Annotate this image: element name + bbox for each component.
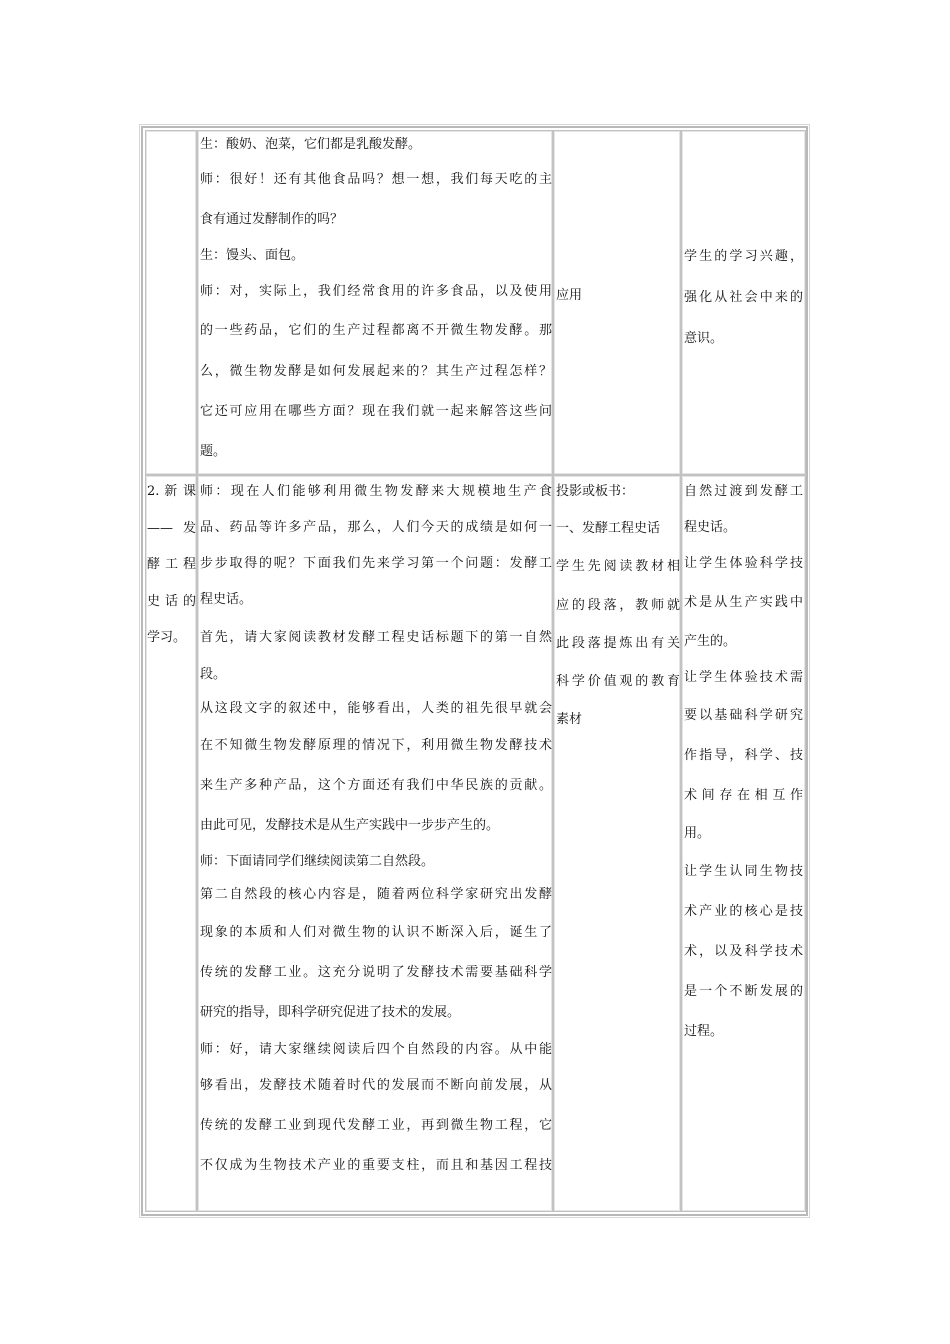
intent-line: 术 间 存 在 相 互 作 (684, 788, 803, 803)
intent-line: 让学生体验技术需 (684, 670, 803, 685)
stage-line: 学习。 (147, 630, 187, 645)
row2-dialog-cell (197, 475, 553, 1212)
dialog-line: 程史话。 (200, 592, 253, 608)
intent-line: 术是从生产实践中 (684, 595, 803, 610)
intent-line: 用。 (684, 826, 711, 841)
stage-line: 2. 新 课 (147, 484, 196, 499)
dialog-line: 师：下面请同学们继续阅读第二自然段。 (200, 854, 435, 870)
dialog-line: 第二自然段的核心内容是，随着两位科学家研究出发酵 (200, 887, 552, 903)
row1-intent-cell (681, 130, 806, 475)
row2-intent-cell (681, 475, 806, 1212)
stage-line: —— 发 (147, 520, 196, 536)
method-line: 素材 (556, 712, 583, 728)
intent-line: 过程。 (684, 1024, 724, 1039)
dialog-line: 师：现在人们能够利用微生物发酵来大规模地生产食 (200, 484, 552, 499)
dialog-line: 师：很好！还有其他食品吗？想一想，我们每天吃的主 (200, 172, 552, 187)
dialog-line: 它还可应用在哪些方面？现在我们就一起来解答这些问 (200, 404, 552, 419)
dialog-line: 从这段文字的叙述中，能够看出，人类的祖先很早就会 (200, 701, 552, 717)
dialog-line: 由此可见，发酵技术是从生产实践中一步步产生的。 (200, 818, 500, 834)
intent-line: 强化从社会中来的 (684, 290, 803, 305)
intent-line: 作指导，科学、技 (684, 748, 803, 763)
dialog-line: 研究的指导，即科学研究促进了技术的发展。 (200, 1005, 461, 1021)
lesson-plan-table (141, 126, 808, 1216)
dialog-line: 食有通过发酵制作的吗？ (200, 212, 344, 227)
intent-line: 让学生认同生物技 (684, 864, 803, 879)
method-line: 此段落提炼出有关 (556, 635, 680, 651)
dialog-line: 步步取得的呢？下面我们先来学习第一个问题：发酵工 (200, 556, 552, 572)
method-text: 应用 (556, 288, 583, 303)
dialog-line: 不仅成为生物技术产业的重要支柱，而且和基因工程技 (200, 1158, 552, 1174)
dialog-line: 传统的发酵工业。这充分说明了发酵技术需要基础科学 (200, 965, 552, 981)
dialog-line: 生：馒头、面包。 (200, 248, 305, 263)
intent-line: 学生的学习兴趣， (684, 249, 803, 264)
stage-line: 酵 工 程 (147, 557, 196, 572)
method-line: 科学价值观的教育 (556, 674, 680, 690)
dialog-line: 师：好，请大家继续阅读后四个自然段的内容。从中能 (200, 1042, 552, 1058)
method-line: 应的段落，教师就 (556, 597, 680, 613)
row1-stage-cell (145, 130, 197, 475)
dialog-line: 够看出，发酵技术随着时代的发展而不断向前发展，从 (200, 1078, 552, 1094)
method-line: 投影或板书： (556, 484, 635, 499)
intent-line: 自然过渡到发酵工 (684, 484, 803, 499)
row1-method-cell (553, 130, 681, 475)
dialog-line: 师：对，实际上，我们经常食用的许多食品，以及使用 (200, 284, 552, 299)
intent-line: 产生的。 (684, 634, 737, 649)
dialog-line: 传统的发酵工业到现代发酵工业，再到微生物工程，它 (200, 1118, 552, 1134)
dialog-line: 品、药品等许多产品，那么，人们今天的成绩是如何一 (200, 520, 552, 536)
dialog-line: 的一些药品，它们的生产过程都离不开微生物发酵。那 (200, 323, 552, 338)
dialog-line: 段。 (200, 667, 227, 683)
dialog-line: 么，微生物发酵是如何发展起来的？其生产过程怎样？ (200, 364, 552, 379)
method-line: 学生先阅读教材相 (556, 559, 680, 575)
dialog-line: 题。 (200, 444, 227, 459)
dialog-line: 现象的本质和人们对微生物的认识不断深入后，诞生了 (200, 925, 552, 941)
intent-line: 是一个不断发展的 (684, 984, 803, 999)
intent-line: 术，以及科学技术 (684, 944, 803, 959)
intent-line: 让学生体验科学技 (684, 556, 803, 571)
stage-line: 史 话 的 (147, 593, 196, 609)
row2-stage-cell (145, 475, 197, 1212)
dialog-line: 在不知微生物发酵原理的情况下，利用微生物发酵技术 (200, 738, 552, 754)
row2-method-cell (553, 475, 681, 1212)
dialog-line: 生：酸奶、泡菜，它们都是乳酸发酵。 (200, 137, 422, 152)
dialog-line: 首先，请大家阅读教材发酵工程史话标题下的第一自然 (200, 630, 552, 646)
intent-line: 要以基础科学研究 (684, 708, 803, 723)
dialog-line: 来生产多种产品，这个方面还有我们中华民族的贡献。 (200, 778, 552, 794)
intent-line: 程史话。 (684, 520, 737, 535)
method-line: 一、发酵工程史话 (556, 521, 661, 536)
row1-dialog-cell (197, 130, 553, 475)
intent-line: 术产业的核心是技 (684, 904, 803, 919)
intent-line: 意识。 (684, 331, 724, 346)
